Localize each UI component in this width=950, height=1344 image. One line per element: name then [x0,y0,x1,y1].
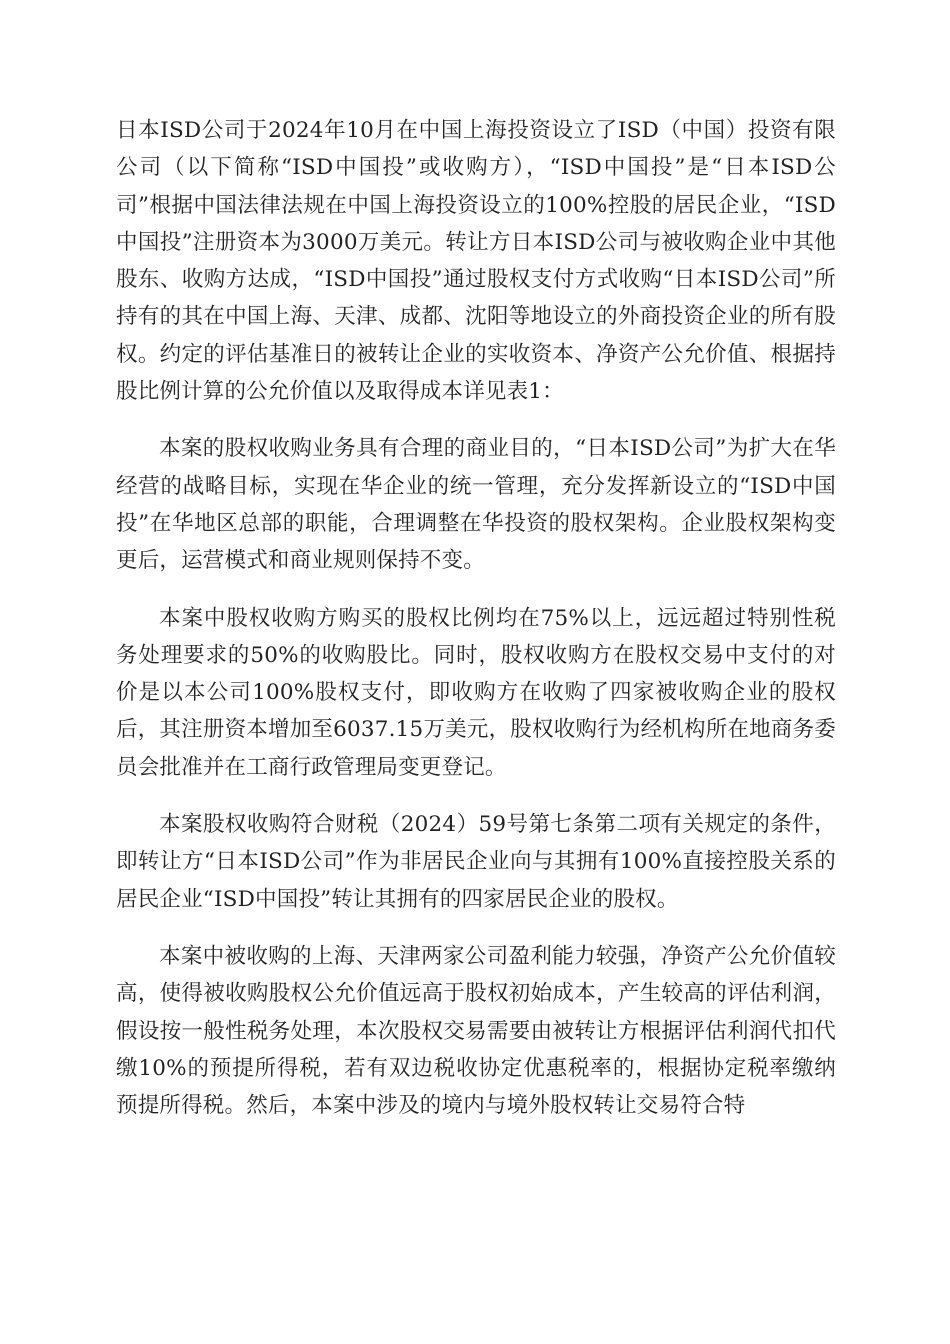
document-page [116,112,836,1144]
paragraph-intro: 日本ISD公司于2024年10月在中国上海投资设立了ISD（中国）投资有限公司（以下简称“ISD中国投”或收购方），“ISD中国投”是“日本ISD公司”根据中国法律法规在中国上海投资设立的100%控股的居民企业，“ISD中国投”注册资本为3000万美元。转让方日本ISD公司与被收购企业中其他股东、收购方达成，“ISD中国投”通过股权支付方式收购“日本ISD公司”所持有的其在中国上海、天津、成都、沈阳等地设立的外商投资企业的所有股权。约定的评估基准日的被转让企业的实收资本、净资产公允价值、根据持股比例计算的公允价值以及取得成本详见表1： [116,118,836,405]
paragraph-equity-ratio: 本案中股权收购方购买的股权比例均在75%以上，远远超过特别性税务处理要求的50%的收购股比。同时，股权收购方在股权交易中支付的对价是以本公司100%股权支付，即收购方在收购了四家被收购企业的股权后，其注册资本增加至6037.15万美元，股权收购行为经机构所在地商务委员会批准并在工商行政管理局变更登记。 [116,605,836,780]
paragraph-business-purpose: 本案的股权收购业务具有合理的商业目的，“日本ISD公司”为扩大在华经营的战略目标，实现在华企业的统一管理，充分发挥新设立的“ISD中国投”在华地区总部的职能，合理调整在华投资的股权架构。企业股权架构变更后，运营模式和商业规则保持不变。 [116,436,836,574]
paragraph-tax-treatment: 本案中被收购的上海、天津两家公司盈利能力较强，净资产公允价值较高，使得被收购股权公允价值远高于股权初始成本，产生较高的评估利润，假设按一般性税务处理，本次股权交易需要由被转让方根据评估利润代扣代缴10%的预提所得税，若有双边税收协定优惠税率的，根据协定税率缴纳预提所得税。然后，本案中涉及的境内与境外股权转让交易符合特 [116,943,836,1119]
paragraph-tax-regulation: 本案股权收购符合财税（2024）59号第七条第二项有关规定的条件，即转让方“日本ISD公司”作为非居民企业向与其拥有100%直接控股关系的居民企业“ISD中国投”转让其拥有的四家居民企业的股权。 [116,812,836,912]
